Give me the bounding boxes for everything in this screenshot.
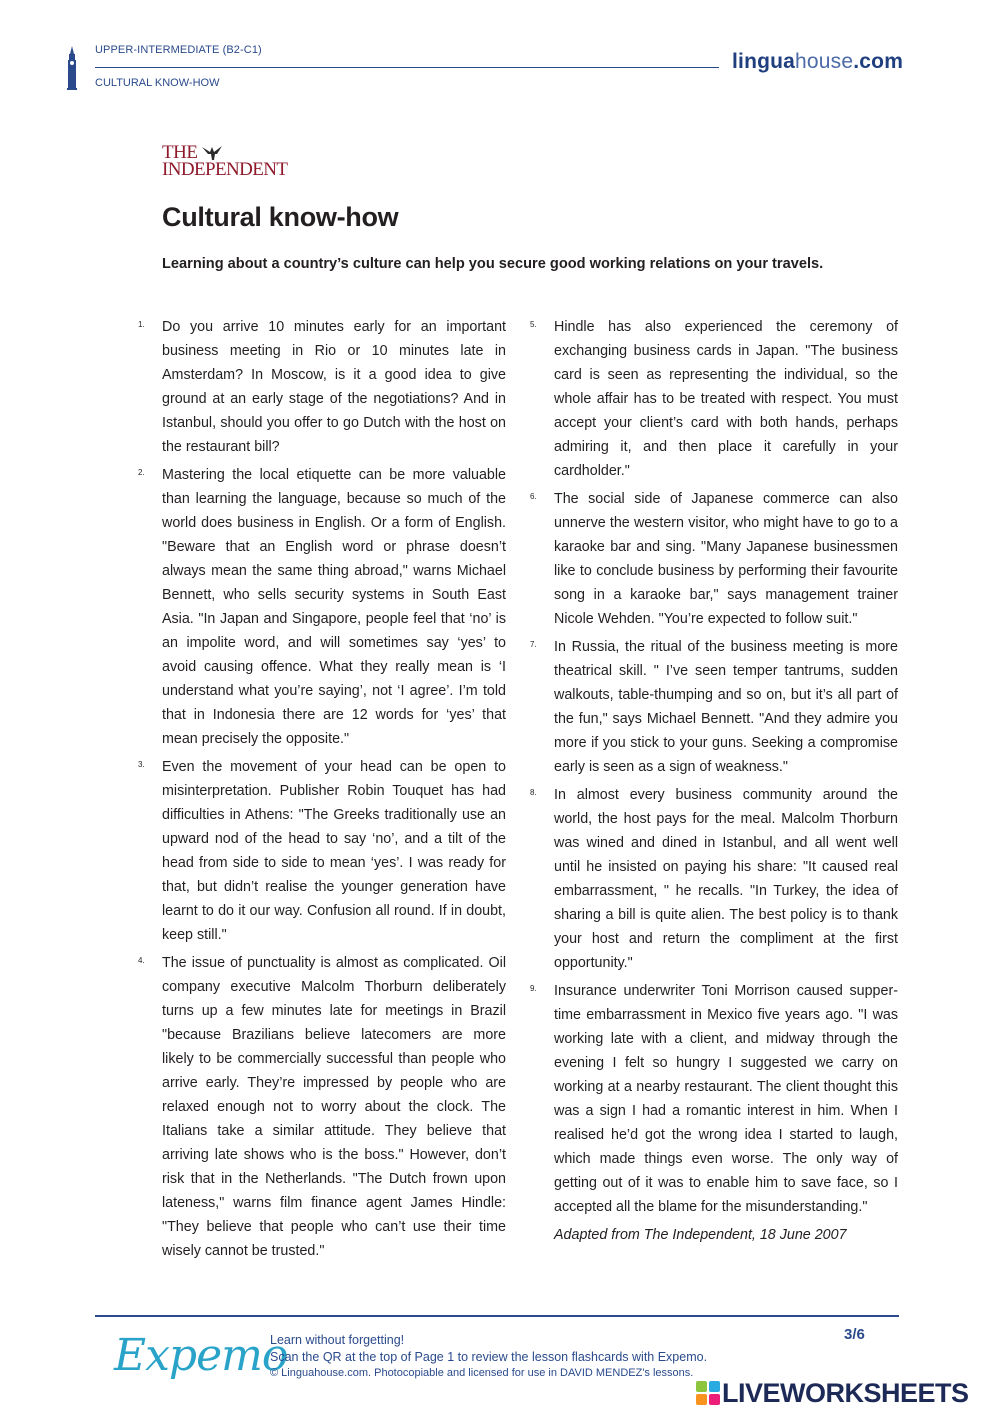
paragraph-number: 2. <box>138 468 145 477</box>
paragraph-text: In almost every business community around the world, the host pays for the meal. Malcolm Thorburn was wined and dined in Istanbul, and all went well until he insisted on paying his share: "It caused real embarrassment, " he recalls. "In Turkey, the idea of sharing a bill is quite alien. The best policy is to thank your host and return the compliment at the first opportunity." <box>554 787 898 971</box>
the-independent-masthead <box>162 143 312 181</box>
paragraph-text: Mastering the local etiquette can be more valuable than learning the language, because so much of the world does business in English. Or a form of English. "Beware that an English word or phrase doesn’t always mean the same thing abroad," warns Michael Bennett, who sells security systems in South East Asia. "In Japan and Singapore, people feel that ‘no’ is an impolite word, and will sometimes say ‘yes’ to avoid causing offence. What they really mean is ‘I understand what you’re saying’, not ‘I agree’. I’m told that in Indonesia there are 12 words for ‘yes’ that mean precisely the opposite." <box>162 467 506 747</box>
paragraph-number: 5. <box>530 320 537 329</box>
big-ben-icon <box>64 46 80 90</box>
paragraph-1 <box>138 315 506 459</box>
paragraph-text: In Russia, the ritual of the business meeting is more theatrical skill. " I’ve seen temper tantrums, sudden walkouts, table-thumping and so on, but it’s all part of the fun," says Michael Bennett. "And they admire you more if you stick to your guns. Seeking a compromise early is seen as a sign of weakness." <box>554 639 898 775</box>
source-credit: Adapted from The Independent, 18 June 2007 <box>554 1227 847 1243</box>
footer-divider <box>95 1315 899 1317</box>
paragraph-number: 3. <box>138 760 145 769</box>
brand-bold: lingua <box>732 50 796 73</box>
page-title: Cultural know-how <box>162 202 399 232</box>
paragraph-number: 8. <box>530 788 537 797</box>
masthead-line1: THE <box>162 142 198 163</box>
liveworksheets-badge-icon <box>696 1381 720 1405</box>
footer-tagline: Learn without forgetting! <box>270 1333 405 1347</box>
page-number: 3/6 <box>844 1326 865 1343</box>
footer-copyright: © Linguahouse.com. Photocopiable and licensed for use in DAVID MENDEZ's lessons. <box>270 1367 694 1379</box>
linguahouse-logo[interactable] <box>732 50 903 74</box>
paragraph-number: 6. <box>530 492 537 501</box>
paragraph-number: 9. <box>530 984 537 993</box>
paragraph-number: 4. <box>138 956 145 965</box>
watermark-text: LIVEWORKSHEETS <box>722 1378 969 1408</box>
paragraph-text: Insurance underwriter Toni Morrison caused supper-time embarrassment in Mexico five years ago. "I was working late with a client, and midway through the evening I felt so hungry I suggested we carry on working at a nearby restaurant. The client thought this was a sign I had a romantic interest in him. When I realised he’d got the wrong idea I started to laugh, which made things even worse. The only way of getting out of it was to enable him to save face, so I accepted all the blame for the misunderstanding." <box>554 983 898 1215</box>
paragraph-3 <box>138 755 506 947</box>
expemo-logo[interactable]: Expemo <box>114 1330 288 1381</box>
paragraph-text: The issue of punctuality is almost as complicated. Oil company executive Malcolm Thorburn deliberately turns up a few minutes late for meetings in Brazil "because Brazilians believe latecomers are more likely to be commercially successful than people who arrive early. They’re impressed by people who are relaxed enough not to worry about the clock. The Italians take a similar attitude. They believe that arriving late shows who is the boss." However, don’t risk that in the Netherlands. "The Dutch frown upon lateness," warns film finance agent James Hindle: "They believe that people who can’t use their time wisely cannot be trusted." <box>162 955 506 1259</box>
paragraph-9 <box>530 979 898 1219</box>
right-column <box>530 315 898 1247</box>
left-column <box>138 315 506 1267</box>
topic-label: CULTURAL KNOW-HOW <box>95 77 220 89</box>
paragraph-6 <box>530 487 898 631</box>
paragraph-text: Hindle has also experienced the ceremony of exchanging business cards in Japan. "The business card is seen as representing the individual, so the whole affair has to be treated with respect. You must accept your client’s card with both hands, perhaps admiring it, and then place it carefully in your cardholder." <box>554 319 898 479</box>
brand-suffix: .com <box>853 50 904 73</box>
paragraph-text: The social side of Japanese commerce can also unnerve the western visitor, who might have to go to a karaoke bar and sing. "Many Japanese businessmen like to conclude business by performing their favourite song in a karaoke bar," says management trainer Nicole Wehden. "You’re expected to follow suit." <box>554 491 898 627</box>
footer-instruction: Scan the QR at the top of Page 1 to review the lesson flashcards with Expemo. <box>270 1350 708 1364</box>
paragraph-text: Even the movement of your head can be open to misinterpretation. Publisher Robin Touquet has had difficulties in Athens: "The Greeks traditionally use an upward nod of the head to say ‘no’, and a tilt of the head from side to side to mean ‘yes’. I was ready for that, but didn’t realise the younger generation have learnt to do it our way. Confusion all round. If in doubt, keep still." <box>162 759 506 943</box>
paragraph-text: Do you arrive 10 minutes early for an important business meeting in Rio or 10 minutes late in Amsterdam? In Moscow, is it a good idea to give ground at an early stage of the negotiations? And in Istanbul, should you offer to go Dutch with the host on the restaurant bill? <box>162 319 506 455</box>
masthead-line2: INDEPENDENT <box>162 159 288 180</box>
paragraph-7 <box>530 635 898 779</box>
paragraph-8 <box>530 783 898 975</box>
paragraph-2 <box>138 463 506 751</box>
article-subtitle: Learning about a country’s culture can help you secure good working relations on your travels. <box>162 256 824 272</box>
level-label: UPPER-INTERMEDIATE (B2-C1) <box>95 44 262 56</box>
paragraph-number: 7. <box>530 640 537 649</box>
brand-light: house <box>795 50 854 73</box>
header-divider <box>95 67 719 68</box>
paragraph-5 <box>530 315 898 483</box>
paragraph-number: 1. <box>138 320 145 329</box>
paragraph-4 <box>138 951 506 1263</box>
